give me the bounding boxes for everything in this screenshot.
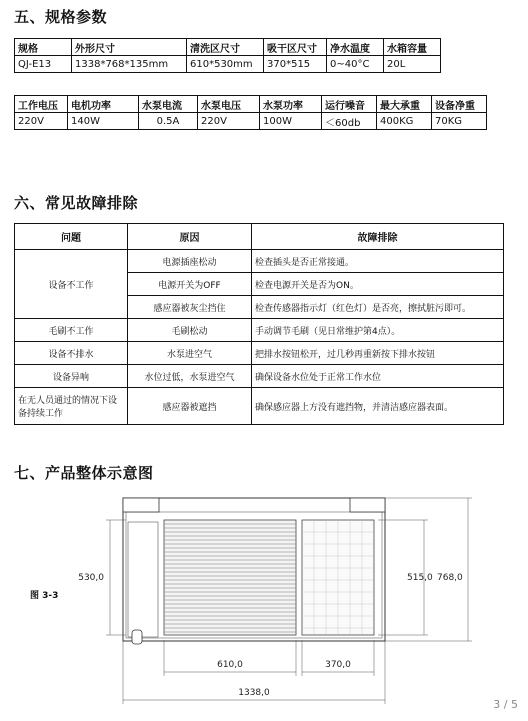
table-header-row <box>15 39 441 56</box>
table-cell: 220V <box>198 113 260 130</box>
table-cell: 400KG <box>377 113 432 130</box>
table-header-cell: 外形尺寸 <box>72 39 187 56</box>
dimension-label-370: 370,0 <box>325 660 351 670</box>
table-cell: 610*530mm <box>187 56 264 73</box>
troubleshooting-table <box>14 223 504 425</box>
table-header-cell: 最大承重 <box>377 96 432 113</box>
dimension-label-1338: 1338,0 <box>238 688 270 698</box>
table-row <box>15 250 504 273</box>
table-cell: 0.5A <box>139 113 198 130</box>
dimension-label-530: 530,0 <box>78 573 104 583</box>
table-row <box>15 56 441 73</box>
table-header-cell: 净水温度 <box>327 39 384 56</box>
table-cell-fix: 手动调节毛刷（见日常维护第4点）。 <box>252 319 504 342</box>
table-cell: 220V <box>15 113 68 130</box>
table-cell-cause: 水泵进空气 <box>128 342 252 365</box>
table-header-cell: 水泵电压 <box>198 96 260 113</box>
dimension-370 <box>302 640 374 676</box>
table-cell: 20L <box>384 56 441 73</box>
table-cell-fix: 检查传感器指示灯（红色灯）是否亮，擦拭脏污即可。 <box>252 296 504 319</box>
table-cell: ＜60db <box>322 113 377 130</box>
table-header-cell: 运行噪音 <box>322 96 377 113</box>
table-cell: 1338*768*135mm <box>72 56 187 73</box>
table-cell: 370*515 <box>264 56 327 73</box>
table-cell-fix: 检查插头是否正常接通。 <box>252 250 504 273</box>
dimension-768 <box>385 498 472 641</box>
dimension-label-768: 768,0 <box>437 573 463 583</box>
table-cell-cause: 感应器被遮挡 <box>128 388 252 425</box>
table-header-cell: 规格 <box>15 39 72 56</box>
table-cell: 70KG <box>432 113 487 130</box>
table-header-row <box>15 96 487 113</box>
table-header-cell: 问题 <box>15 224 128 250</box>
spec-table-2 <box>14 95 487 130</box>
dry-area <box>302 520 374 635</box>
section-title-diagram: 七、产品整体示意图 <box>14 464 154 482</box>
table-cell: 0~40°C <box>327 56 384 73</box>
side-panel-left <box>128 522 158 637</box>
power-switch-icon <box>132 630 142 644</box>
table-header-cell: 水泵电流 <box>139 96 198 113</box>
table-cell: 100W <box>260 113 322 130</box>
table-header-cell: 设备净重 <box>432 96 487 113</box>
page-number: 3 / 5 <box>493 698 518 711</box>
table-header-cell: 原因 <box>128 224 252 250</box>
figure-label: 图 3-3 <box>30 591 59 601</box>
table-header-cell: 工作电压 <box>15 96 68 113</box>
table-cell-fix: 检查电源开关是否为ON。 <box>252 273 504 296</box>
table-cell: 140W <box>68 113 139 130</box>
table-cell-cause: 感应器被灰尘挡住 <box>128 296 252 319</box>
dimension-label-515: 515,0 <box>407 573 433 583</box>
table-cell-fix: 确保设备水位处于正常工作水位 <box>252 365 504 388</box>
table-cell-problem: 设备不工作 <box>15 250 128 319</box>
table-cell-fix: 确保感应器上方没有遮挡物，并清洁感应器表面。 <box>252 388 504 425</box>
table-row <box>15 342 504 365</box>
table-cell-problem: 设备异响 <box>15 365 128 388</box>
wash-area <box>164 520 296 635</box>
table-header-cell: 水泵功率 <box>260 96 322 113</box>
table-row <box>15 388 504 425</box>
table-cell-cause: 电源插座松动 <box>128 250 252 273</box>
table-cell-cause: 毛刷松动 <box>128 319 252 342</box>
spec-table-1 <box>14 38 441 73</box>
table-header-cell: 水箱容量 <box>384 39 441 56</box>
table-header-cell: 清洗区尺寸 <box>187 39 264 56</box>
table-cell-fix: 把排水按钮松开，过几秒再重新按下排水按钮 <box>252 342 504 365</box>
table-cell: QJ-E13 <box>15 56 72 73</box>
table-cell-problem: 设备不排水 <box>15 342 128 365</box>
table-cell-problem: 在无人员通过的情况下设备持续工作 <box>15 388 128 425</box>
table-header-row <box>15 224 504 250</box>
end-cap-left <box>123 498 159 512</box>
table-header-cell: 故障排除 <box>252 224 504 250</box>
table-cell-cause: 水位过低，水泵进空气 <box>128 365 252 388</box>
section-title-specs: 五、规格参数 <box>14 8 108 26</box>
table-header-cell: 电机功率 <box>68 96 139 113</box>
table-cell-problem: 毛刷不工作 <box>15 319 128 342</box>
table-row <box>15 319 504 342</box>
table-header-cell: 吸干区尺寸 <box>264 39 327 56</box>
table-row <box>15 113 487 130</box>
dimension-label-610: 610,0 <box>217 660 243 670</box>
table-cell-cause: 电源开关为OFF <box>128 273 252 296</box>
table-row <box>15 365 504 388</box>
dimension-610 <box>164 640 296 676</box>
section-title-troubleshooting: 六、常见故障排除 <box>14 194 139 212</box>
product-diagram <box>0 490 528 710</box>
end-cap-right <box>350 498 385 512</box>
